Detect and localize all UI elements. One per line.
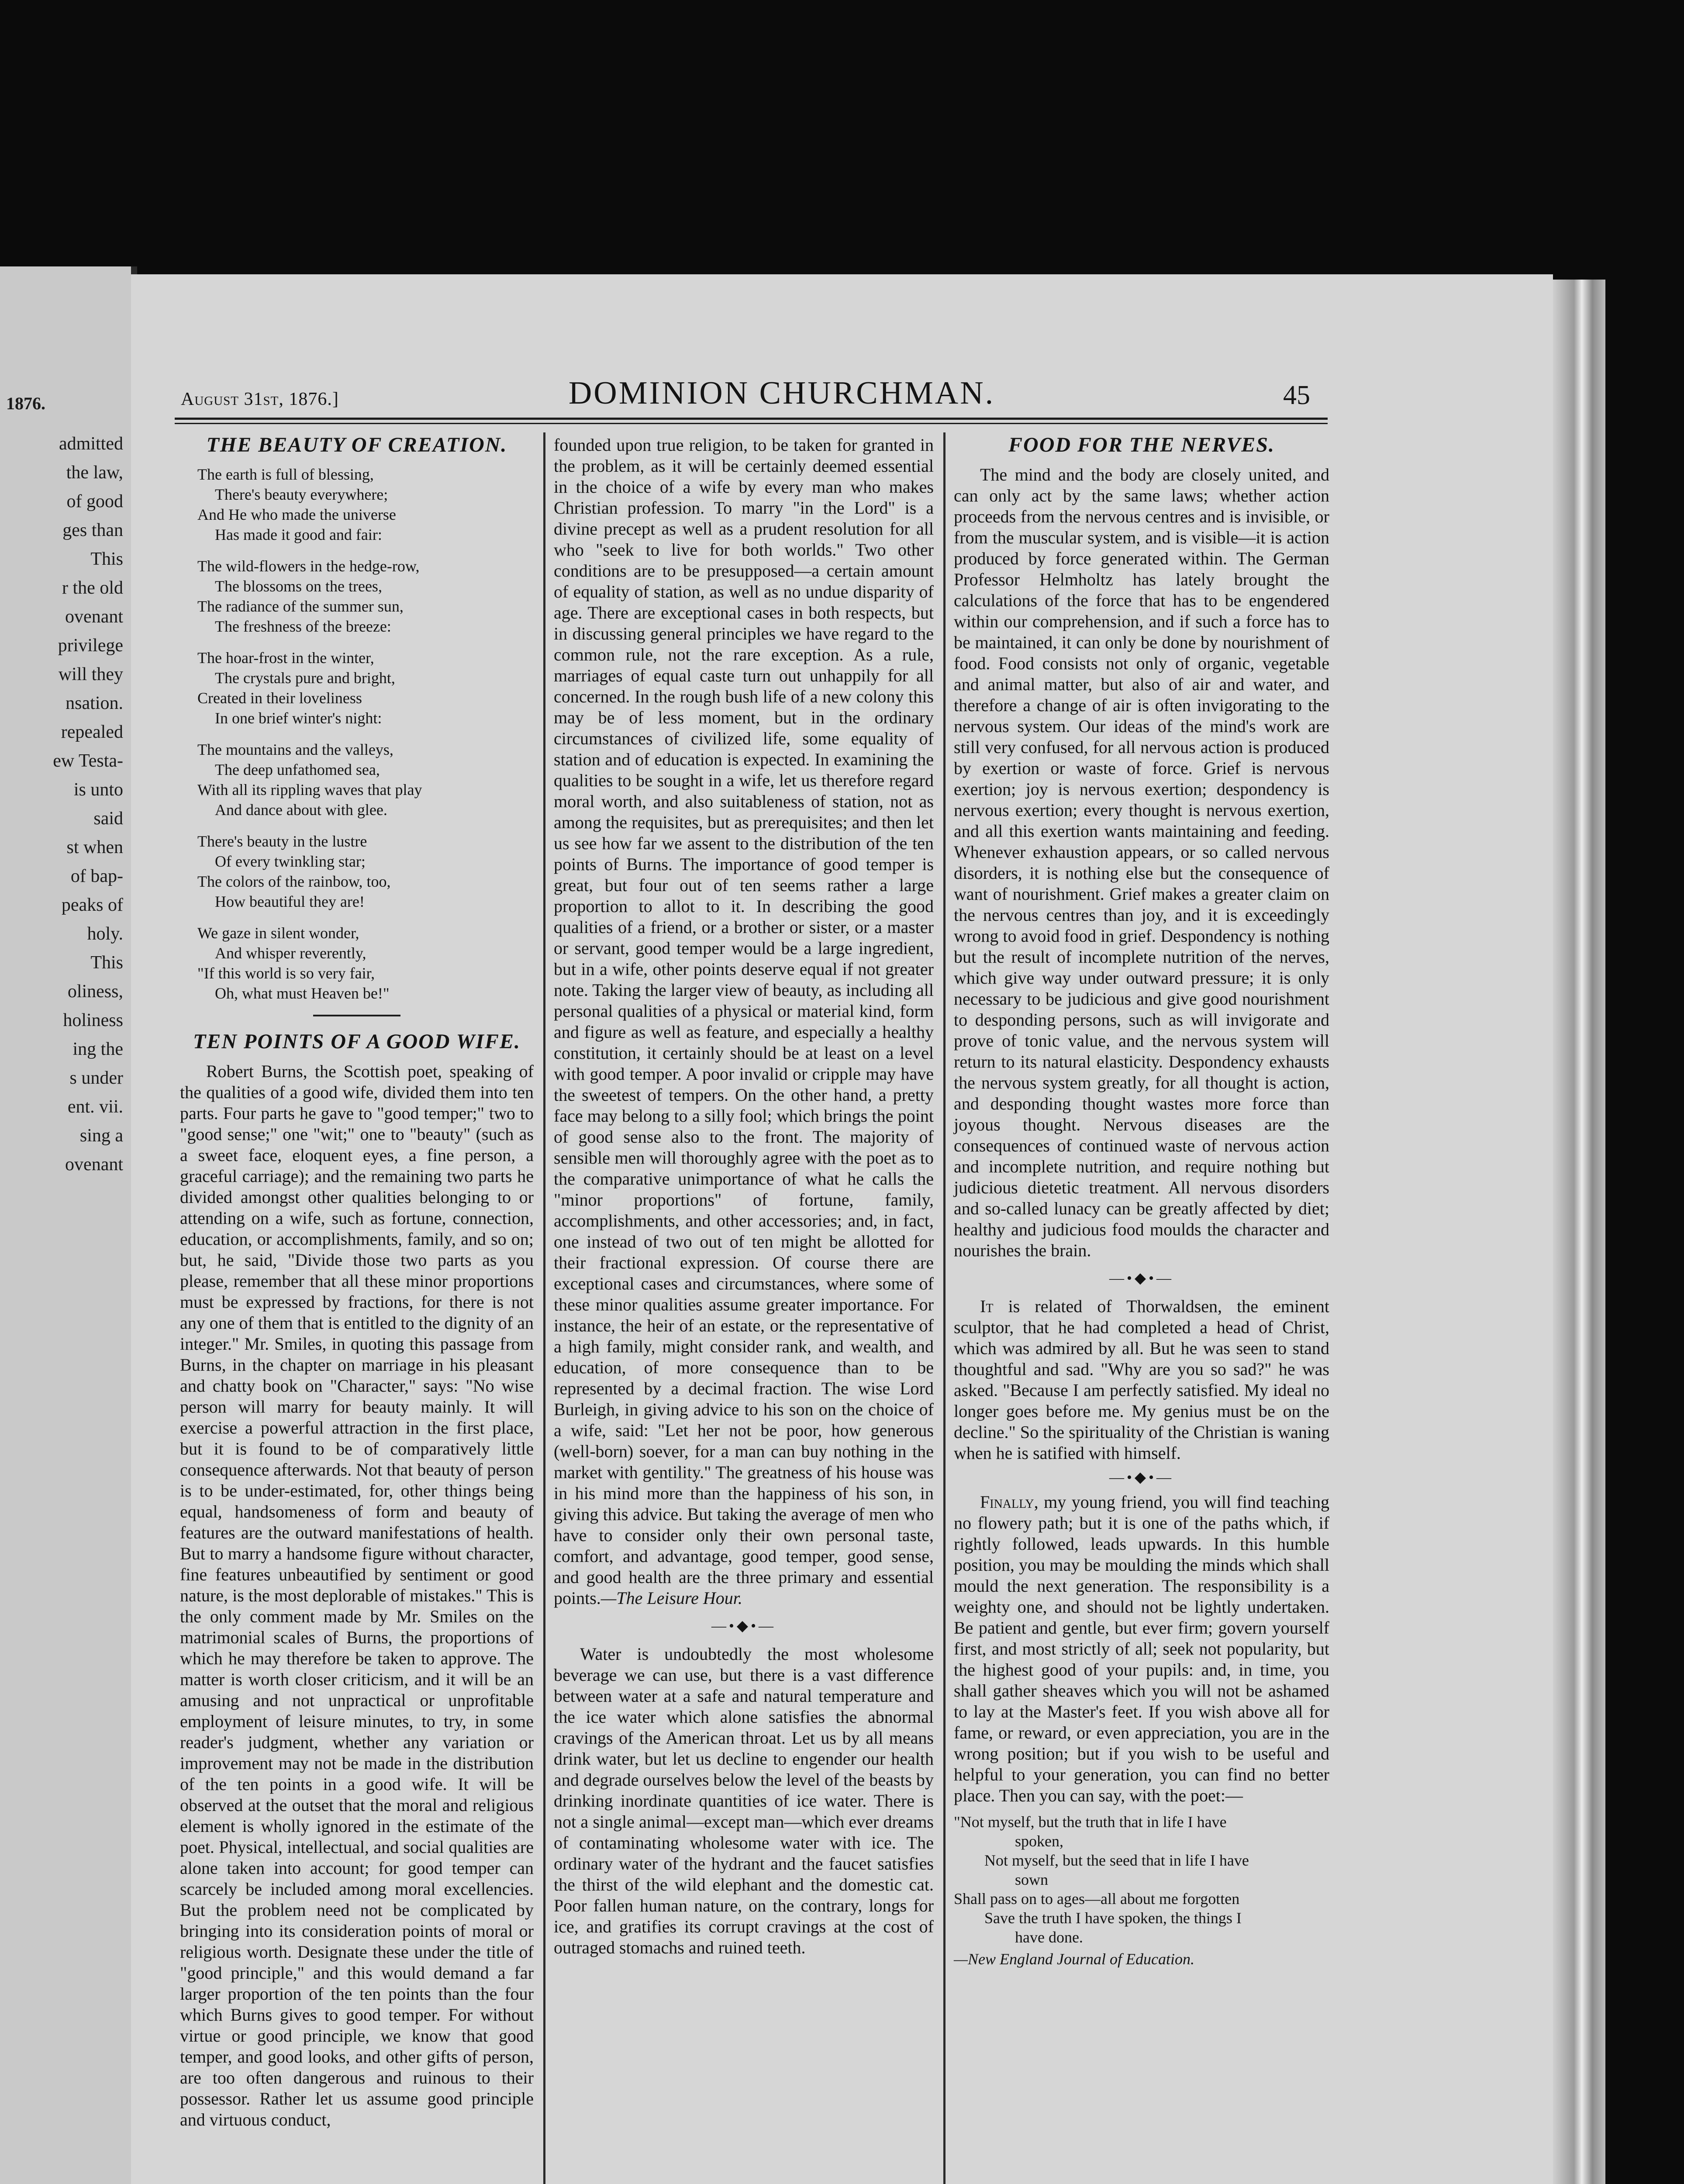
column-rule-2 [943,432,946,2184]
poem-line: The freshness of the breeze: [215,618,391,635]
left-page-fragment: said [93,809,123,829]
left-page-fragment: ew Testa- [53,751,123,771]
poem-line: We gaze in silent wonder, [197,924,359,942]
finally-source: —New England Journal of Education. [954,1950,1194,1968]
wife-article-text-col1: Robert Burns, the Scottish poet, speaking of the qualities of a good wife, divided them into ten parts. Four parts he gave to "good temper;" two to "good sense;" one "wit;" one to "beauty" (such as a sweet face, eloquent eyes, a fine person, a graceful carriage); and the remaining two parts he divided amongst other qualities belonging to or attending on a wife, such as fortune, connection, education, or accomplishments, family, and so on; but, he said, "Divide those two parts as you please, remember that all these minor proportions must be expressed by fractions, for there is not any one of them that is entitled to the dignity of an integer." Mr. Smiles, in quoting this passage from Burns, in the chapter on marriage in his pleasant and chatty book on "Character," says: "No wise person will marry for beauty mainly. It will exercise a powerful attraction in the first place, but it is found to be of comparatively little consequence afterwards. Not that beauty of person is to be under-estimated, for, other things being equal, handsomeness of form and beauty of features are the outward manifestations of health. But to marry a handsome figure without character, fine features unbeautified by sentiment or good nature, is the most deplorable of mistakes." This is the only comment made by Mr. Smiles on the matrimonial scales of Burns, the proportions of which he may therefore be taken to approve. The matter is worth closer criticism, and it will be an amusing and not unpractical or unprofitable employment of leisure minutes, to try, in some reader's judgment, whether any variation or improvement may not be made in the distribution of the ten points in a good wife. It will be observed at the outset that the moral and religious element is wholly ignored in the estimate of the poet. Physical, intellectual, and social qualities are alone taken into account; for good temper can scarcely be included among moral excellencies. But the problem need not be complicated by bringing into its consideration points of moral or religious worth. Designate these under the title of "good principle," and this would demand a far larger proportion of the ten points than the four which Burns gives to good temper. For without virtue or good principle, we know that good temper, and good looks, and other gifts of person, are too often dangerous and ruinous to their possessor. Rather let us assume good principle and virtuous conduct, [180,1061,534,2129]
poem-line: "If this world is so very fair, [197,964,375,982]
water-article-text: Water is undoubtedly the most wholesome beverage we can use, but there is a vast difference between water at a safe and natural temperature and the ice water which alone satisfies the abnormal cravings of the American throat. Let us by all means drink water, but let us decline to engender our health and degrade ourselves below the level of the beasts by drinking inordinate quantities of ice water. There is not a single animal—except man—which ever dreams of contaminating wholesome water with ice. The ordinary water of the hydrant and the faucet satisfies the thirst of the wild elephant and the domestic cat. Poor fallen human nature, on the contrary, longs for ice, and gratifies its corrupt cravings at the cost of outraged stomachs and ruined teeth. [554,1644,934,1957]
poem-line: And whisper reverently, [215,944,366,962]
poem-line: The colors of the rainbow, too, [197,873,391,890]
header-rule-top [175,418,1328,420]
left-page-fragment: is unto [73,780,123,800]
poem-line: In one brief winter's night: [215,709,382,727]
quote-line: have done. [1015,1928,1083,1946]
poem-line: Has made it good and fair: [215,526,382,543]
left-page-fragment: sing a [79,1126,123,1146]
left-page-fragment: ovenant [65,607,123,627]
poem-title: THE BEAUTY OF CREATION. [206,433,507,456]
left-page-fragment: s under [69,1068,123,1088]
poem-line: There's beauty in the lustre [197,833,367,850]
thorwaldsen-lead: It [980,1296,994,1316]
quote-line: Shall pass on to ages—all about me forgotten [954,1890,1240,1908]
column-rule-1 [543,432,545,2184]
poem-line: Created in their loveliness [197,689,362,707]
poem-line: How beautiful they are! [215,893,365,910]
quote-line: Save the truth I have spoken, the things I [984,1909,1242,1927]
poem-body [180,464,534,1003]
ornament-divider-2: —•◆•— [1109,1270,1174,1286]
nerves-article-text: The mind and the body are closely united, and can only act by the same laws; whether action proceeds from the nervous centres and is invisible, or from the muscular system, and is visible—it is action produced by force generated within. The German Professor Helmholtz has lately brought the calculations of the force that has to be engendered within our comprehension, and if such a force has to be maintained, it can only be done by nourishment of food. Food consists not only of organic, vegetable and animal matter, but also of air and water, and therefore a change of air is often invigorating to the nervous system. Our ideas of the mind's work are still very confused, for all nervous action is produced by exertion or waste of force. Grief is nervous exertion; joy is nervous exertion; despondency is nervous exertion; every thought is nervous exertion, and all this exertion wants maintaining and feeding. Whenever exhaustion appears, or so called nervous disorders, it is nothing else but the consequence of want of nourishment. Grief makes a greater claim on the nervous centres than joy, and it is exceedingly wrong to avoid food in grief. Despondency is nothing but the result of incomplete nutrition of the nerves, which give way under outward pressure; it is only necessary to be judicious and give good nourishment to desponding persons, such as will invigorate and prove of tonic value, and the nervous system will return to its natural elasticity. Despondency exhausts the nervous system greatly, for all thought is action, and desponding thought wastes more force than joyous thought. Nervous diseases are the consequences of continued waste of nervous action and incomplete nutrition, and require nothing but judicious dietetic treatment. All nervous disorders and so-called lunacy can be greatly affected by diet; healthy and judicious food moulds the character and nourishes the brain. [954,465,1329,1260]
left-page-fragment: the law, [66,463,123,483]
left-page-fragment: holiness [63,1010,123,1030]
poem-line: Of every twinkling star; [215,853,366,870]
ornament-divider-1: —•◆•— [711,1618,776,1634]
left-page-fragment: privilege [58,636,123,656]
left-page-fragment: admitted [59,434,123,454]
poem-line: The crystals pure and bright, [215,669,395,687]
finally-lead: Finally, [980,1492,1039,1512]
poem-line: The deep unfathomed sea, [215,761,380,778]
page-number: 45 [1283,380,1310,410]
poem-end-rule [313,1015,400,1016]
left-page-fragment: This [90,549,123,569]
quote-line: "Not myself, but the truth that in life I have [954,1813,1227,1831]
poem-line: There's beauty everywhere; [215,486,388,503]
wife-article-continuation: founded upon true religion, to be taken for granted in the problem, as it will be certainly deemed essential in the choice of a wife by every man who makes Christian profession. To marry "in the Lord" is a divine precept as well as a prudent resolution for all who "seek to live for both worlds." Two other conditions are to be presupposed—a certain amount of equality of station, as well as no undue disparity of age. There are exceptional cases in both respects, but in discussing general principles we have regard to the common rule, not the rare exception. As a rule, marriages of equal caste turn out unhappily for all concerned. In the rough bush life of a new colony this may be of less moment, but in the ordinary circumstances of civilized life, some equality of station and of education is expected. In examining the qualities to be sought in a wife, let us therefore regard moral worth, and also suitableness of station, not as among the requisites, but as prerequisites; and then let us see how far we assent to the distribution of the ten points of Burns. The importance of good temper is great, but four out of ten seems rather a large proportion to allot to it. In describing the good qualities of a friend, or a brother or sister, or a master or servant, good temper would be a large ingredient, but in a wife, other points deserve equal if not greater note. Taking the larger view of beauty, as including all personal qualities of a physical or material kind, form and figure as well as feature, and especially a healthy constitution, it certainly should be at least on a level with good temper. A poor invalid or cripple may have the sweetest of tempers. On the other hand, a pretty face may belong to a silly fool; which brings the point of good sense also to the front. The majority of sensible men will thoroughly agree with the poet as to the comparative unimportance of what he calls the "minor proportions" of fortune, family, accomplishments, and other accessories; and, in fact, one instead of two out of ten might be allotted for their fractional expression. Of course there are exceptional cases and circumstances, where some of these minor qualities assume greater importance. For instance, the heir of an estate, or the representative of a high family, might consider rank, and wealth, and education, of more consequence than to be represented by a decimal fraction. The wise Lord Burleigh, in giving advice to his son on the choice of a wife, said: "Let her not be poor, how generous (well-born) soever, for a man can buy nothing in the market with gentility." The greatness of his house was in his mind more than the happiness of his son, in giving this advice. But taking the average of men who have to consider only their own personal taste, comfort, and advantage, good temper, good sense, and good health are the three primary and essential points. [554,435,934,1608]
poem-line: The blossoms on the trees, [215,577,382,595]
poem-line: The wild-flowers in the hedge-row, [197,557,420,575]
poem-line: Oh, what must Heaven be!" [215,985,390,1002]
left-page-fragment: oliness, [67,981,123,1002]
left-page-fragment: st when [66,837,123,857]
left-page-fragment: peaks of [61,895,123,915]
left-page-fragment: nsation. [66,693,123,713]
thorwaldsen-text: is related of Thorwaldsen, the eminent sculptor, that he had completed a head of Christ, which was admired by all. But he was seen to stand thoughtful and sad. "Why are you so sad?" he was asked. "Because I am perfectly satisfied. My ideal no longer goes before me. My genius must be on the decline." So the spirituality of the Christian is waning when he is satified with himself. [954,1296,1329,1463]
column-1 [180,435,534,2130]
poem-line: With all its rippling waves that play [197,781,422,798]
masthead-title: DOMINION CHURCHMAN. [568,375,995,411]
poem-line: And dance about with glee. [215,801,387,819]
thorwaldsen-paragraph [954,1296,1329,1464]
closing-poem-quote [954,1812,1329,1947]
quote-line: sown [1015,1871,1049,1888]
wife-article-text-col2 [554,435,934,1609]
left-page-fragment: ovenant [65,1154,123,1175]
poem-line: The mountains and the valleys, [197,741,393,758]
left-page-fragment: will they [58,664,123,684]
issue-date: August 31st, 1876.] [181,389,339,409]
left-page-fragment: of bap- [70,866,123,886]
left-page-fragment: ent. vii. [67,1097,123,1117]
quote-line: spoken, [1015,1832,1063,1850]
left-page-fragment: This [90,953,123,973]
column-2 [554,435,934,1958]
poem-line: The earth is full of blessing, [197,466,374,483]
poem-line: The hoar-frost in the winter, [197,649,374,667]
left-page-fragment: r the old [62,578,123,598]
left-page-fragment: repealed [61,722,123,742]
wife-article-title: TEN POINTS OF A GOOD WIFE. [193,1030,521,1053]
wife-article-source: —The Leisure Hour. [600,1588,742,1608]
header-rule-bottom [175,423,1328,424]
ornament-divider-3: —•◆•— [1109,1469,1174,1486]
column-3 [954,435,1329,1969]
left-page-fragment: holy. [87,924,123,944]
left-page-fragment: ing the [72,1039,123,1059]
poem-line: And He who made the universe [197,506,396,523]
left-page-fragment: ges than [62,520,123,540]
nerves-article-title: FOOD FOR THE NERVES. [1008,433,1275,456]
left-page-year: 1876. [6,394,45,413]
page-edge-stack [1553,280,1605,2184]
finally-paragraph [954,1492,1329,1806]
finally-text: my young friend, you will find teaching no flowery path; but it is one of the paths which, if rightly followed, leads upwards. In this humble position, you may be moulding the minds which shall mould the next generation. The responsibility is a weighty one, and should not be lightly undertaken. Be patient and gentle, but ever firm; govern yourself first, and most strictly of all; seek not popularity, but the highest good of your pupils: and, in time, you shall gather sheaves which you will not be ashamed to lay at the Master's feet. If you wish above all for fame, or reward, or even appreciation, you are in the wrong position; but if you wish to be useful and helpful to your generation, you can find no better place. Then you can say, with the poet:— [954,1492,1329,1805]
poem-line: The radiance of the summer sun, [197,598,404,615]
quote-line: Not myself, but the seed that in life I have [984,1852,1249,1869]
left-page-fragment: of good [66,491,123,511]
left-facing-page [0,266,137,2184]
